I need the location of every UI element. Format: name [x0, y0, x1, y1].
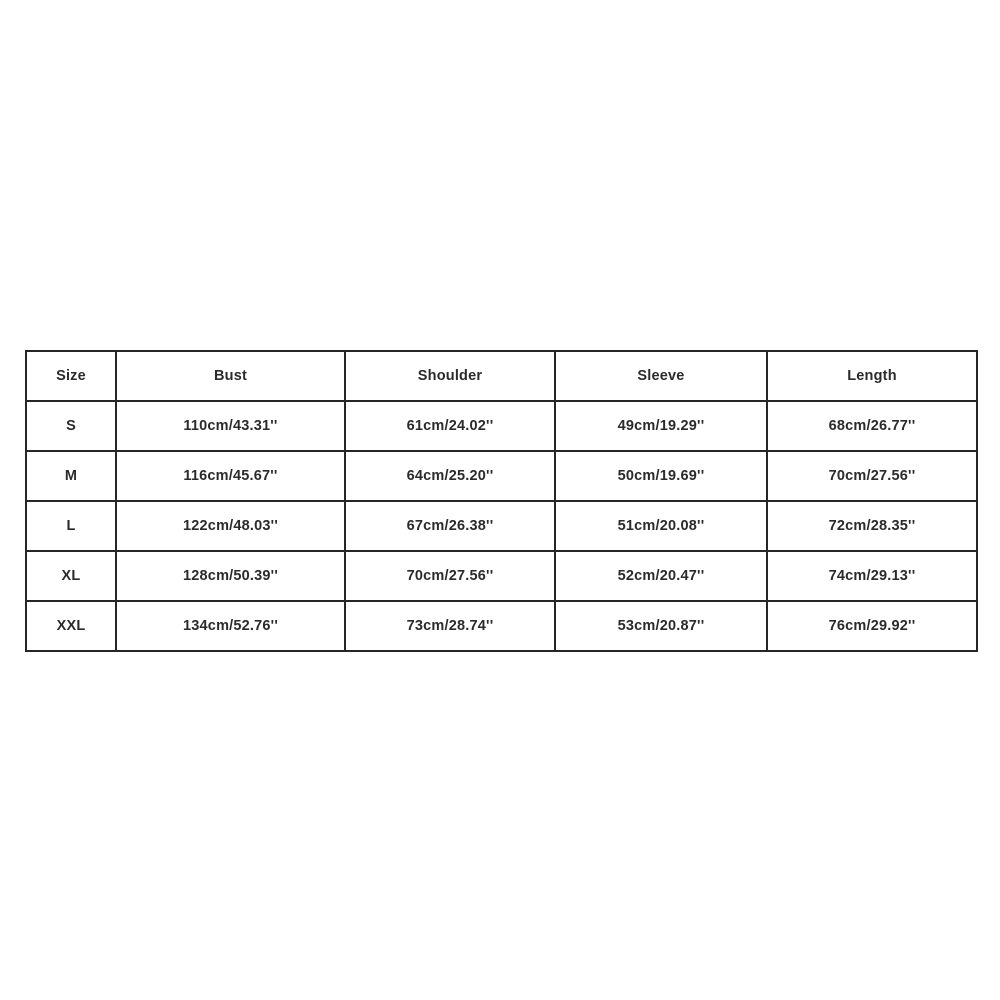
bust-value: 122cm/48.03'' — [116, 501, 345, 551]
shoulder-value: 64cm/25.20'' — [345, 451, 555, 501]
size-label: L — [26, 501, 116, 551]
shoulder-value: 73cm/28.74'' — [345, 601, 555, 651]
shoulder-value: 61cm/24.02'' — [345, 401, 555, 451]
length-value: 68cm/26.77'' — [767, 401, 977, 451]
bust-value: 110cm/43.31'' — [116, 401, 345, 451]
bust-value: 134cm/52.76'' — [116, 601, 345, 651]
length-value: 70cm/27.56'' — [767, 451, 977, 501]
sleeve-value: 49cm/19.29'' — [555, 401, 767, 451]
size-label: M — [26, 451, 116, 501]
sleeve-value: 51cm/20.08'' — [555, 501, 767, 551]
shoulder-value: 67cm/26.38'' — [345, 501, 555, 551]
size-chart-table — [25, 350, 978, 652]
column-header-sleeve: Sleeve — [555, 351, 767, 401]
length-value: 72cm/28.35'' — [767, 501, 977, 551]
column-header-bust: Bust — [116, 351, 345, 401]
length-value: 74cm/29.13'' — [767, 551, 977, 601]
table-row-xl — [26, 551, 977, 601]
bust-value: 116cm/45.67'' — [116, 451, 345, 501]
header-row — [26, 351, 977, 401]
table-row-m — [26, 451, 977, 501]
length-value: 76cm/29.92'' — [767, 601, 977, 651]
column-header-length: Length — [767, 351, 977, 401]
sleeve-value: 53cm/20.87'' — [555, 601, 767, 651]
table-row-xxl — [26, 601, 977, 651]
bust-value: 128cm/50.39'' — [116, 551, 345, 601]
sleeve-value: 50cm/19.69'' — [555, 451, 767, 501]
size-label: XXL — [26, 601, 116, 651]
column-header-size: Size — [26, 351, 116, 401]
size-label: S — [26, 401, 116, 451]
sleeve-value: 52cm/20.47'' — [555, 551, 767, 601]
table-row-s — [26, 401, 977, 451]
table-row-l — [26, 501, 977, 551]
size-label: XL — [26, 551, 116, 601]
shoulder-value: 70cm/27.56'' — [345, 551, 555, 601]
column-header-shoulder: Shoulder — [345, 351, 555, 401]
